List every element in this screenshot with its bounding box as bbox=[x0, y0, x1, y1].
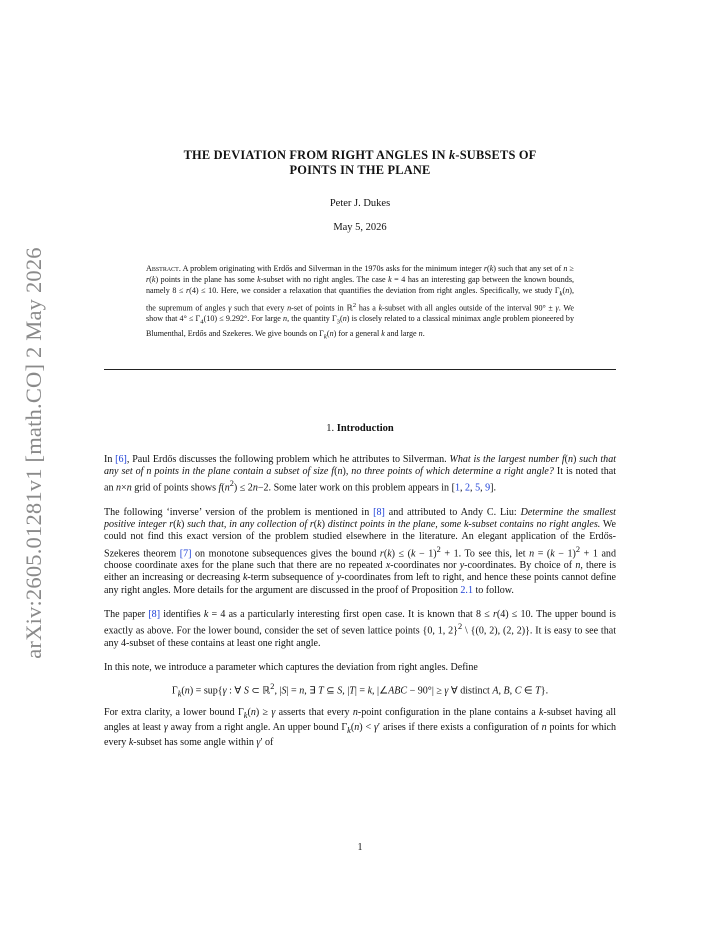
author-name: Peter J. Dukes bbox=[329, 198, 391, 209]
section-title: Introduction bbox=[336, 422, 394, 434]
arxiv-identifier-text: arXiv:2605.01281v1 [math.CO] 2 May 2026 bbox=[21, 247, 47, 659]
citation-link[interactable]: 5 bbox=[475, 482, 481, 494]
citation-link[interactable]: 2 bbox=[465, 482, 471, 494]
gamma-definition-formula: $\Gamma_k(n) = sup\{\gamma$ : ∀ S ⊂ ℝ$^2$, |S| = n, ∃ T ⊆ S, |T| = k, |∠ABC − 90°| ≥ γ ∀ distinct A, B, C ∈ T}. bbox=[171, 682, 549, 699]
title-line-1: THE DEVIATION FROM RIGHT ANGLES IN k-SUBSETS OF bbox=[183, 148, 537, 162]
page-number: 1 bbox=[357, 842, 363, 853]
paragraph-2: The following ‘inverse’ version of the problem is mentioned in [8] and attributed to Andy C. Liu: Determine the smallest positive integer r(k) such that, in any collection of r(k) distinct points in the plane, some k-subset contains no right angles. We could not find this exact version of the problem studied elsewhere in the literature. An elegant application of the Erdős-Szekeres theorem [7] on monotone subsequences gives the bound $r(k) \le (k - 1)^2 + 1$. To see this, let $n = (k - 1)^2 + 1$ and choose coordinate axes for the plane such that there are no repeated x-coordinates nor y-coordinates. By choice of n, there is either an increasing or decreasing k-term subsequence of y-coordinates from left to right, and hence these points cannot define any right angles. More details for the argument are discussed in the proof of Proposition 2.1 to follow. bbox=[104, 506, 617, 596]
citation-link[interactable]: [6] bbox=[115, 453, 127, 465]
title-line-2: POINTS IN THE PLANE bbox=[289, 163, 431, 177]
citation-link[interactable]: [7] bbox=[179, 547, 192, 559]
citation-link[interactable]: 9 bbox=[485, 482, 491, 494]
paragraph-3: The paper [8] identifies k = 4 as a particularly interesting first open case. It is known that 8 ≤ r(4) ≤ 10. The upper bound is exactly as above. For the lower bound, consider the set of seven lattice points {0, 1, 2}$^2$ \ {(0, 2), (2, 2)}. It is easy to see that any 4-subset of these contains at least one right angle. bbox=[104, 608, 616, 649]
citation-link[interactable]: 1 bbox=[454, 482, 460, 494]
citation-link[interactable]: [8] bbox=[148, 608, 161, 620]
abstract-divider bbox=[104, 369, 616, 370]
paper-title bbox=[104, 148, 616, 178]
paragraph-5: For extra clarity, a lower bound $\Gamma_k(n) \ge \gamma$ asserts that every n-point configuration in the plane contains a k-subset having all angles at least γ away from a right angle. An upper bound $\Gamma_k(n) < \gamma'$ arises if there exists a configuration of n points for which every k-subset has some angle within γ′ of bbox=[104, 706, 617, 749]
abstract-label: Abstract. bbox=[146, 264, 181, 273]
paper-date: May 5, 2026 bbox=[333, 222, 387, 233]
abstract: Abstract. A problem originating with Erdős and Silverman in the 1970s asks for the minimum integer r(k) such that any set of n ≥ r(k) points in the plane has some k-subset with no right angles. The case k = 4 has an interesting gap between the known bounds, namely 8 ≤ r(4) ≤ 10. Here, we consider a relaxation that quantifies the deviation from right angles. Specifically, we study $\Gamma_k(n)$, the supremum of angles γ such that every n-set of points in ℝ$^2$ has a k-subset with all angles outside of the interval 90° ± γ. We show that $4^\circ \le \Gamma_4(10) \le 9.292^\circ$. For large n, the quantity $\Gamma_3(n)$ is closely related to a classical minimax angle problem pioneered by Blumenthal, Erdős and Szekeres. We give bounds on $\Gamma_k(n)$ for a general k and large n. bbox=[146, 264, 575, 341]
section-number: 1. bbox=[326, 422, 335, 434]
paragraph-4: In this note, we introduce a parameter which captures the deviation from right angles. Define bbox=[104, 662, 478, 674]
arxiv-identifier-stamp bbox=[18, 248, 50, 658]
paper-page bbox=[104, 148, 616, 749]
section-heading bbox=[104, 423, 616, 434]
citation-link[interactable]: [8] bbox=[373, 506, 385, 518]
citation-link[interactable]: 2.1 bbox=[460, 584, 473, 596]
paragraph-1: In [6], Paul Erdős discusses the following problem which he attributes to Silverman. What is the largest number f(n) such that any set of n points in the plane contain a subset of size f(n), no three points of which determine a right angle? It is noted that an n×n grid of points shows $f(n^2) \le 2n-2$. Some later work on this problem appears in [1, 2, 5, 9]. bbox=[104, 453, 617, 494]
